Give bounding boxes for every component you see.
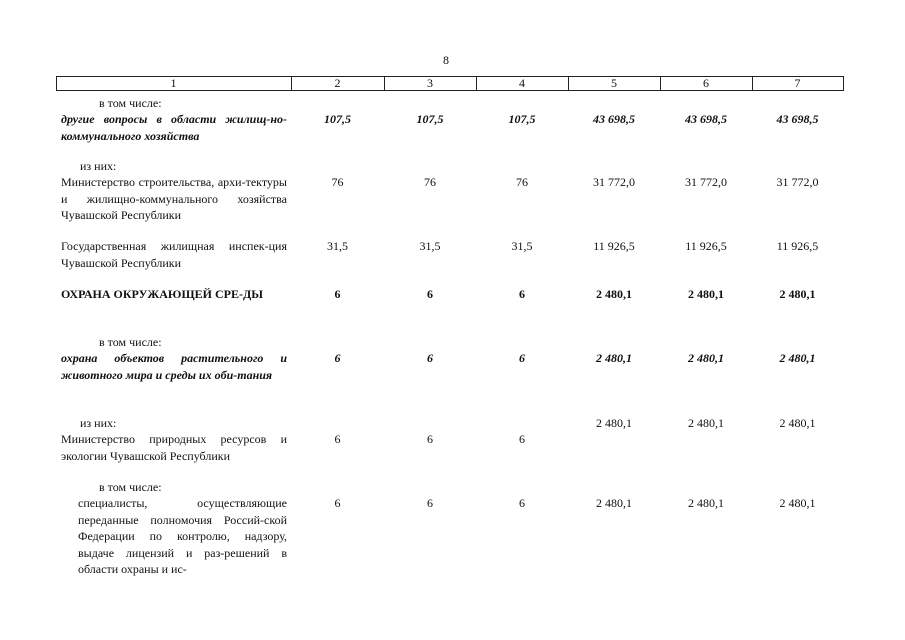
cell-value: 6: [519, 287, 525, 301]
cell-value: 31,5: [419, 239, 441, 253]
cell-value: 107,5: [324, 112, 351, 126]
cell-value: 2 480,1: [596, 416, 632, 430]
column-divider: [843, 76, 844, 90]
column-header: 1: [170, 76, 177, 90]
row-label: Государственная жилищная инспек-ция Чувашской Республики: [61, 239, 287, 270]
cell-value: 2 480,1: [596, 351, 632, 365]
cell-value: 6: [334, 287, 341, 301]
cell-value: 2 480,1: [688, 496, 724, 510]
table-header-rule: [56, 90, 844, 91]
row-label: другие вопросы в области жилищ-но-коммунального хозяйства: [61, 112, 287, 143]
cell-value: 6: [334, 496, 341, 510]
cell-value: 2 480,1: [688, 287, 724, 301]
row-prefix: в том числе:: [99, 480, 162, 494]
cell-value: 6: [519, 432, 525, 446]
row-prefix: в том числе:: [99, 335, 162, 349]
cell-value: 6: [334, 351, 341, 365]
column-header: 4: [519, 76, 525, 90]
cell-value: 6: [427, 351, 433, 365]
cell-value: 31 772,0: [593, 175, 635, 189]
page-number: 8: [443, 53, 449, 67]
cell-value: 11 926,5: [776, 239, 819, 253]
row-label: ОХРАНА ОКРУЖАЮЩЕЙ СРЕ-ДЫ: [61, 287, 263, 301]
row-label: охрана объектов растительного и животного мира и среды их оби-тания: [61, 351, 287, 382]
row-label: специалисты, осуществляющие переданные полномочия Россий-ской Федерации по контролю, надзору, выдаче лицензий и раз-решений в области охраны и ис-: [78, 496, 287, 576]
cell-value: 6: [519, 496, 525, 510]
row-label: Министерство строительства, архи-тектуры и жилищно-коммунального хозяйства Чувашской Республики: [61, 175, 287, 222]
cell-value: 6: [427, 287, 433, 301]
cell-value: 76: [424, 175, 436, 189]
column-header: 7: [794, 76, 801, 90]
row-prefix: из них:: [80, 159, 117, 173]
cell-value: 31,5: [327, 239, 348, 253]
row-label: Министерство природных ресурсов и экологии Чувашской Республики: [61, 432, 287, 463]
cell-value: 107,5: [416, 112, 444, 126]
cell-value: 11 926,5: [593, 239, 635, 253]
cell-value: 76: [331, 175, 344, 189]
column-header: 2: [334, 76, 341, 90]
cell-value: 2 480,1: [596, 287, 632, 301]
cell-value: 31 772,0: [685, 175, 727, 189]
column-header: 5: [611, 76, 617, 90]
row-prefix: из них:: [80, 416, 117, 430]
cell-value: 2 480,1: [596, 496, 632, 510]
row-prefix: в том числе:: [99, 96, 162, 110]
cell-value: 43 698,5: [685, 112, 727, 126]
cell-value: 2 480,1: [779, 351, 816, 365]
cell-value: 2 480,1: [779, 416, 816, 430]
cell-value: 2 480,1: [688, 351, 724, 365]
column-header: 3: [427, 76, 433, 90]
cell-value: 107,5: [508, 112, 536, 126]
cell-value: 11 926,5: [685, 239, 727, 253]
cell-value: 2 480,1: [688, 416, 724, 430]
cell-value: 6: [519, 351, 525, 365]
cell-value: 43 698,5: [593, 112, 635, 126]
cell-value: 31,5: [511, 239, 533, 253]
cell-value: 76: [516, 175, 528, 189]
cell-value: 2 480,1: [779, 287, 816, 301]
cell-value: 2 480,1: [779, 496, 816, 510]
cell-value: 6: [427, 432, 433, 446]
cell-value: 6: [334, 432, 341, 446]
cell-value: 43 698,5: [776, 112, 819, 126]
column-header: 6: [703, 76, 709, 90]
cell-value: 31 772,0: [776, 175, 819, 189]
cell-value: 6: [427, 496, 433, 510]
